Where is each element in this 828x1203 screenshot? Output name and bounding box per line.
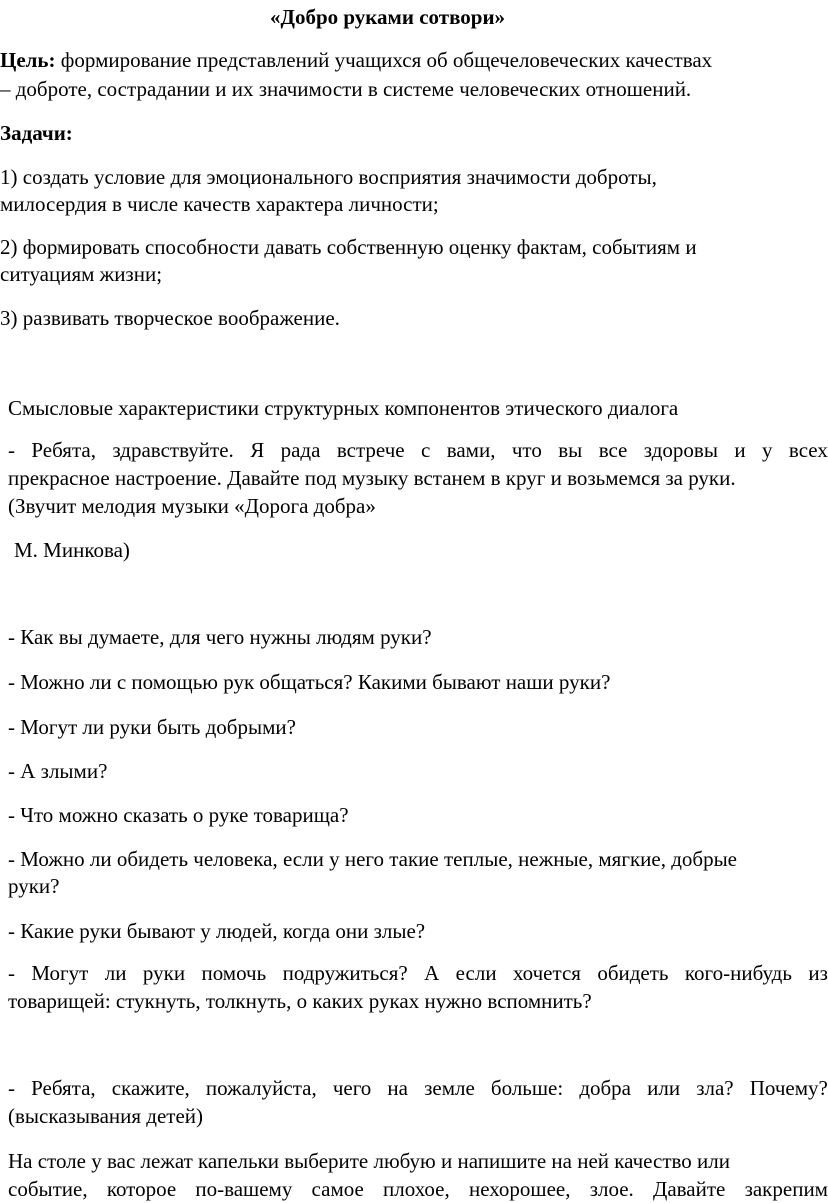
dialog-heading: Смысловые характеристики структурных компонентов этического диалога	[8, 396, 679, 420]
dialog-greeting-line-1	[8, 437, 828, 463]
word: злое.	[589, 1177, 634, 1201]
question-2: - Можно ли с помощью рук общаться? Какими бывают наши руки?	[8, 670, 611, 694]
goal-text: формирование представлений учащихся об общечеловеческих качествах	[55, 48, 713, 72]
word: вы	[558, 438, 583, 462]
dialog-greeting-line-4: М. Минкова)	[14, 538, 130, 562]
word: нехорошее,	[468, 1177, 571, 1201]
word: больше:	[490, 1076, 564, 1100]
task-1-line-2: милосердия в числе качеств характера личности;	[0, 192, 439, 216]
word: здравствуйте.	[112, 438, 234, 462]
goal-line-1	[0, 47, 712, 73]
question-9-line-2: (высказывания детей)	[8, 1104, 204, 1128]
word: обидеть	[597, 961, 669, 985]
word: помочь	[201, 961, 267, 985]
word: -	[8, 961, 15, 985]
word: руки	[142, 961, 186, 985]
word: у	[762, 438, 773, 462]
word: закрепим	[744, 1177, 828, 1201]
question-1: - Как вы думаете, для чего нужны людям руки?	[8, 625, 432, 649]
goal-line-2: – доброте, сострадании и их значимости в системе человеческих отношений.	[0, 77, 692, 101]
question-5: - Что можно сказать о руке товарища?	[8, 803, 349, 827]
word: самое	[311, 1177, 364, 1201]
word: по-вашему	[195, 1177, 293, 1201]
task-3: 3) развивать творческое воображение.	[0, 306, 340, 330]
word: событие,	[8, 1177, 88, 1201]
question-9-line-1	[8, 1075, 828, 1101]
question-4: - А злыми?	[8, 759, 108, 783]
dialog-greeting-line-3: (Звучит мелодия музыки «Дорога добра»	[8, 494, 376, 518]
question-8-line-2: товарищей: стукнуть, толкнуть, о каких руках нужно вспомнить?	[8, 989, 592, 1013]
word: всех	[788, 438, 828, 462]
title: «Добро руками сотвори»	[270, 5, 506, 29]
word: Давайте	[653, 1177, 726, 1201]
goal-label: Цель:	[0, 48, 56, 72]
task-2-line-1: 2) формировать способности давать собственную оценку фактам, событиям и	[0, 235, 697, 259]
word: кого-нибудь	[684, 961, 792, 985]
word: подружиться?	[282, 961, 408, 985]
word: или	[647, 1076, 681, 1100]
word: скажите,	[111, 1076, 190, 1100]
word: -	[8, 438, 15, 462]
word: с	[420, 438, 431, 462]
word: добра	[579, 1076, 632, 1100]
word: ли	[104, 961, 127, 985]
word: Ребята,	[31, 1076, 96, 1100]
word: хочется	[512, 961, 581, 985]
word: что	[511, 438, 542, 462]
word: Почему?	[749, 1076, 828, 1100]
word: -	[8, 1076, 15, 1100]
word: если	[455, 961, 497, 985]
question-7: - Какие руки бывают у людей, когда они злые?	[8, 919, 426, 943]
tasks-label: Задачи:	[0, 121, 73, 145]
word: на	[387, 1076, 408, 1100]
word: Могут	[31, 961, 89, 985]
word: плохое,	[383, 1177, 450, 1201]
question-8-line-1	[8, 960, 828, 986]
word: рада	[280, 438, 321, 462]
word: зла?	[696, 1076, 734, 1100]
word: Я	[250, 438, 265, 462]
question-3: - Могут ли руки быть добрыми?	[8, 715, 296, 739]
instruction-line-1: На столе у вас лежат капельки выберите любую и напишите на ней качество или	[8, 1149, 730, 1173]
word: и	[734, 438, 746, 462]
word: чего	[332, 1076, 372, 1100]
instruction-line-2	[8, 1176, 828, 1202]
task-1-line-1: 1) создать условие для эмоционального восприятия значимости доброты,	[0, 165, 657, 189]
word: все	[598, 438, 628, 462]
word: Ребята,	[31, 438, 96, 462]
task-2-line-2: ситуациям жизни;	[0, 262, 163, 286]
dialog-greeting-line-2: прекрасное настроение. Давайте под музыку встанем в круг и возьмемся за руки.	[8, 466, 736, 490]
word: земле	[424, 1076, 475, 1100]
question-6-line-1: - Можно ли обидеть человека, если у него такие теплые, нежные, мягкие, добрые	[8, 847, 738, 871]
word: из	[808, 961, 828, 985]
word: вами,	[446, 438, 496, 462]
question-6-line-2: руки?	[8, 874, 60, 898]
word: А	[424, 961, 440, 985]
word: которое	[106, 1177, 177, 1201]
word: пожалуйста,	[205, 1076, 317, 1100]
word: встрече	[336, 438, 405, 462]
word: здоровы	[643, 438, 718, 462]
